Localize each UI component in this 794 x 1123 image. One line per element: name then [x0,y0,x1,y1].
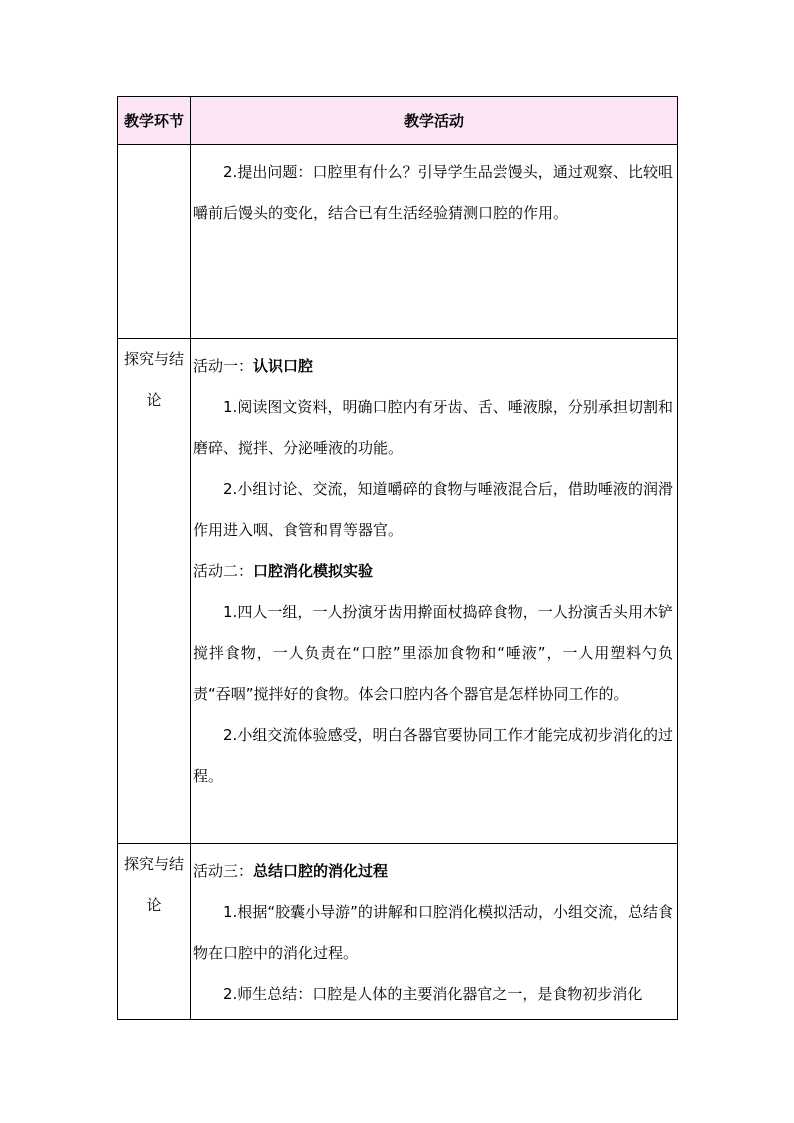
header-stage: 教学环节 [118,97,191,145]
activity-title: 口腔消化模拟实验 [253,562,374,580]
activity-cell [191,844,678,1020]
paragraph: 1.阅读图文资料，明确口腔内有牙齿、舌、唾液腺，分别承担切割和磨碎、搅拌、分泌唾液的功能。 [193,398,673,457]
table-row [118,339,678,844]
stage-cell [118,145,191,339]
activity-heading [193,346,673,387]
activity-heading [193,851,673,892]
table-row [118,844,678,1020]
activity-title: 认识口腔 [253,357,314,375]
paragraph: 1.四人一组，一人扮演牙齿用擀面杖捣碎食物，一人扮演舌头用木铲搅拌食物，一人负责在“口腔”里添加食物和“唾液”，一人用塑料勺负责“吞咽”搅拌好的食物。体会口腔内各个器官是怎样协同工作的。 [193,603,673,703]
activity-heading [193,551,673,592]
paragraph: 2.小组讨论、交流，知道嚼碎的食物与唾液混合后，借助唾液的润滑作用进入咽、食管和胃等器官。 [193,480,673,539]
stage-label: 探究与结论 [123,855,184,914]
activity-prefix: 活动一： [193,357,254,375]
header-activity: 教学活动 [191,97,678,145]
activity-prefix: 活动三： [193,862,254,880]
stage-cell [118,844,191,1020]
activity-prefix: 活动二： [193,562,254,580]
paragraph: 2.提出问题：口腔里有什么？引导学生品尝馒头，通过观察、比较咀嚼前后馒头的变化，结合已有生活经验猜测口腔的作用。 [193,163,673,222]
activity-title: 总结口腔的消化过程 [253,862,389,880]
activity-cell [191,339,678,844]
table-row [118,145,678,339]
paragraph: 2.小组交流体验感受，明白各器官要协同工作才能完成初步消化的过程。 [193,726,673,785]
activity-cell [191,145,678,339]
table-header-row [118,97,678,145]
lesson-plan-table [117,96,678,1020]
stage-label: 探究与结论 [123,350,184,409]
stage-cell [118,339,191,844]
paragraph: 2.师生总结：口腔是人体的主要消化器官之一，是食物初步消化 [223,985,643,1003]
paragraph: 1.根据“胶囊小导游”的讲解和口腔消化模拟活动，小组交流，总结食物在口腔中的消化过程。 [193,903,673,962]
